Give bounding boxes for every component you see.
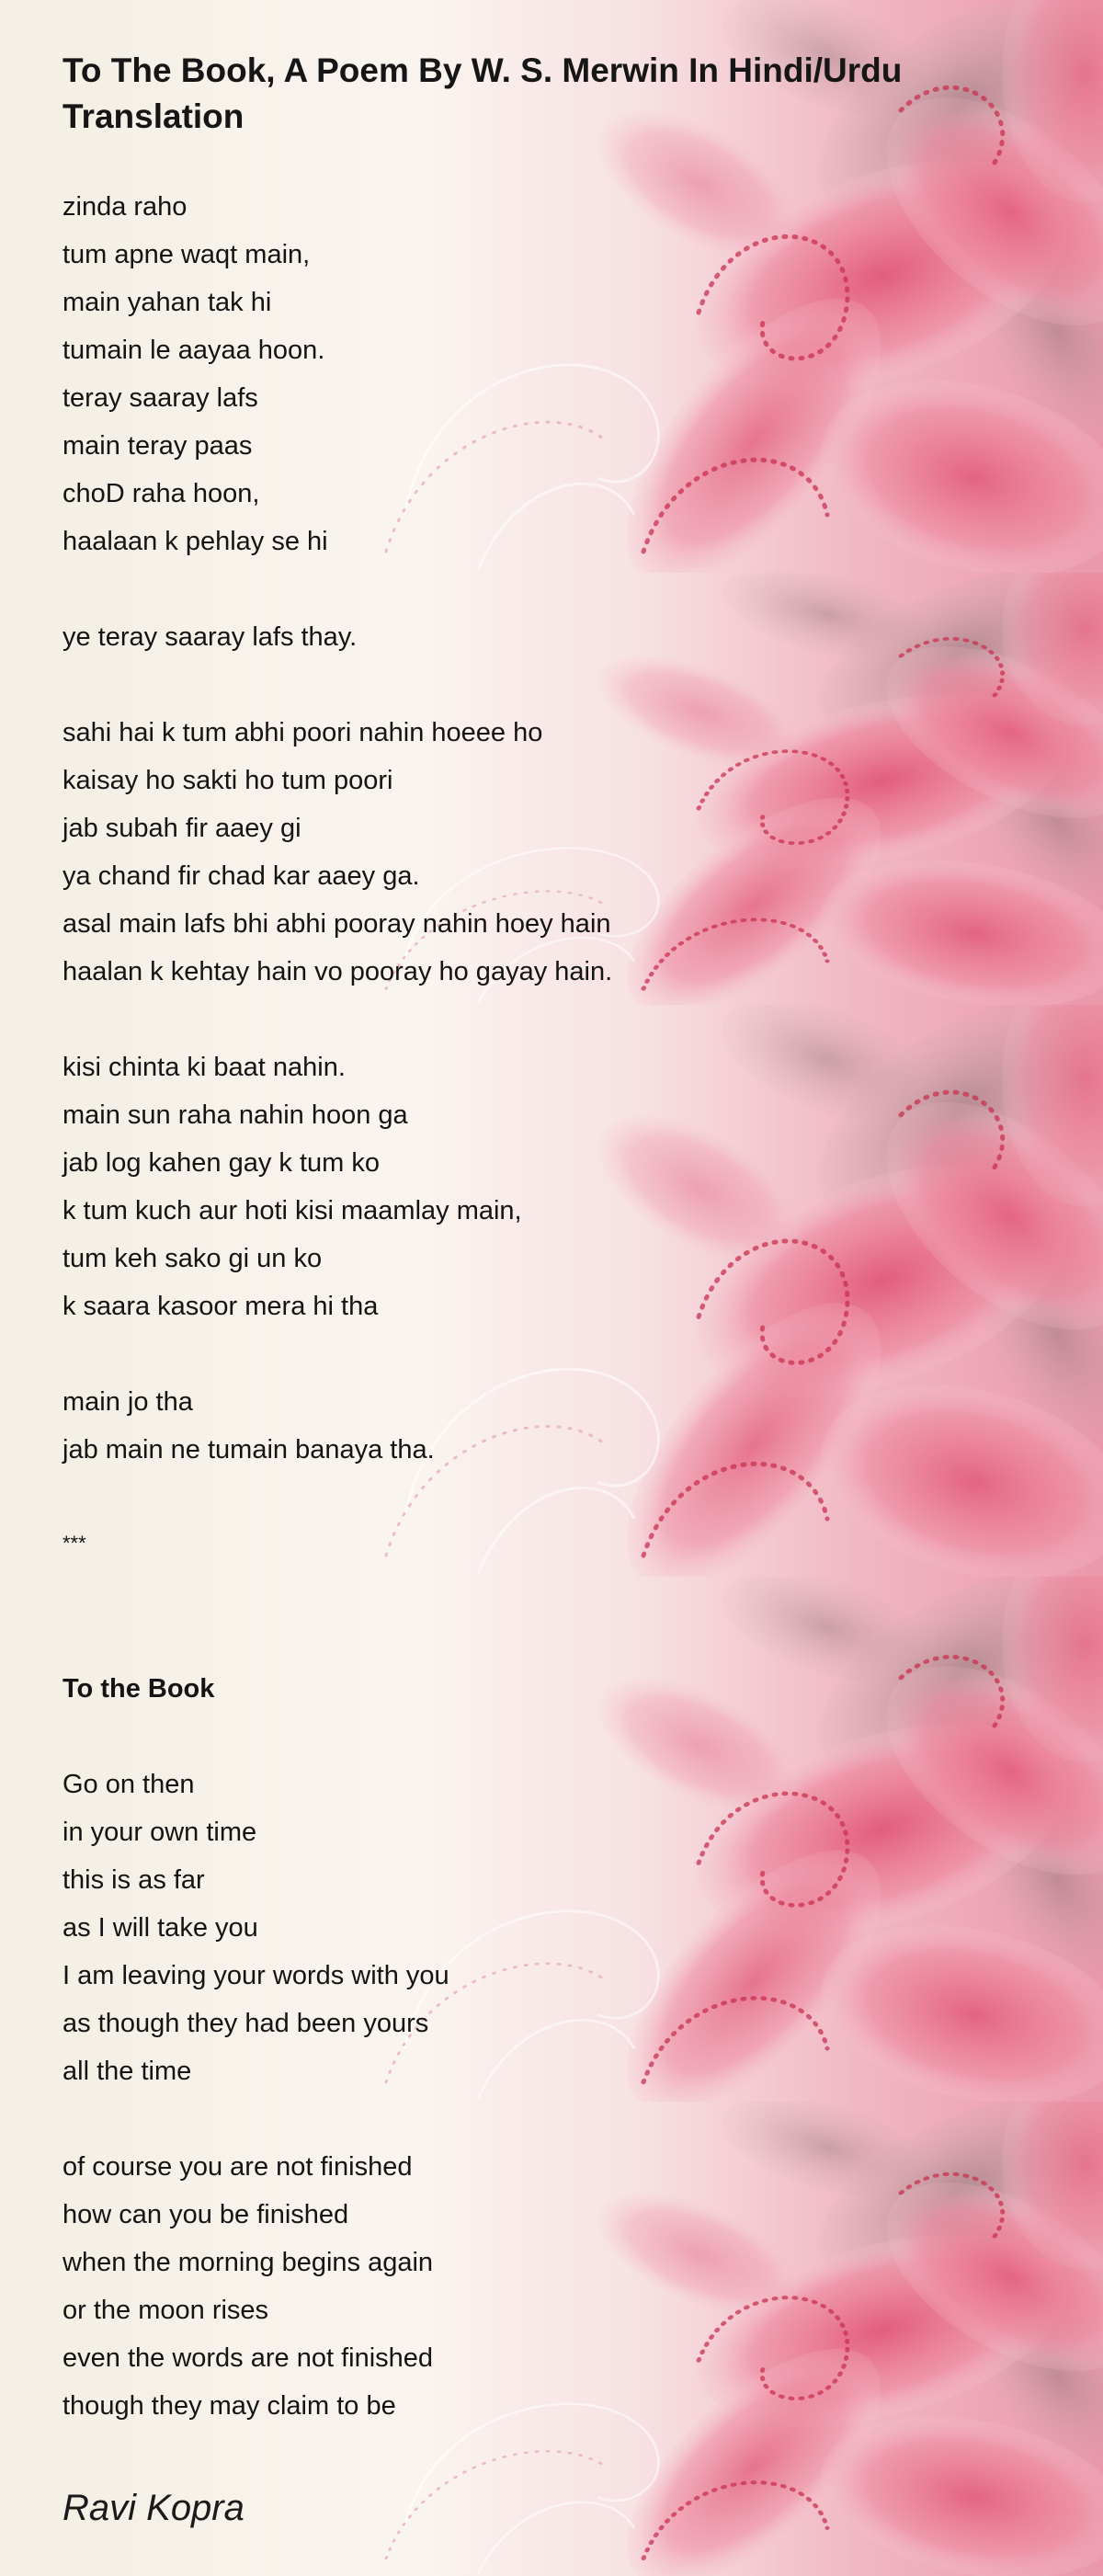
poem-line: main sun raha nahin hoon ga	[63, 1100, 408, 1130]
poem-line: main yahan tak hi	[63, 288, 272, 317]
poem-line: k tum kuch aur hoti kisi maamlay main,	[63, 1196, 522, 1225]
poem-line: jab log kahen gay k tum ko	[63, 1148, 380, 1178]
author-signature: Ravi Kopra	[63, 2488, 244, 2528]
poem-line: zinda raho	[63, 192, 188, 222]
poem-line: sahi hai k tum abhi poori nahin hoeee ho	[63, 718, 543, 747]
poem-line: of course you are not finished	[63, 2152, 413, 2182]
poem-line: in your own time	[63, 1818, 257, 1847]
poem-line: Go on then	[63, 1770, 195, 1799]
poem-line: tum keh sako gi un ko	[63, 1244, 323, 1273]
poem-line: haalan k kehtay hain vo pooray ho gayay hain.	[63, 957, 613, 986]
poem-line: k saara kasoor mera hi tha	[63, 1292, 379, 1321]
poem-line: kaisay ho sakti ho tum poori	[63, 766, 393, 795]
poem-line: teray saaray lafs	[63, 383, 258, 413]
poem-line: all the time	[63, 2057, 192, 2086]
poem-line: even the words are not finished	[63, 2343, 434, 2373]
poem-line: tum apne waqt main,	[63, 240, 311, 269]
poem-line: how can you be finished	[63, 2200, 349, 2229]
poem-line: I am leaving your words with you	[63, 1961, 449, 1990]
poem-line: haalaan k pehlay se hi	[63, 527, 328, 556]
poem-line: ya chand fir chad kar aaey ga.	[63, 861, 420, 891]
poem-line: jab subah fir aaey gi	[63, 814, 301, 843]
page-title: To The Book, A Poem By W. S. Merwin In Hindi/Urdu Translation	[63, 51, 903, 135]
poem-line: or the moon rises	[63, 2296, 269, 2325]
poem-line: choD raha hoon,	[63, 479, 260, 508]
poem-line: jab main ne tumain banaya tha.	[63, 1435, 435, 1465]
poem-line: main jo tha	[63, 1387, 193, 1417]
poem-line: asal main lafs bhi abhi pooray nahin hoey hain	[63, 909, 611, 939]
poem-line: when the morning begins again	[63, 2248, 434, 2277]
poem-line: kisi chinta ki baat nahin.	[63, 1053, 346, 1082]
poem-subtitle: To the Book	[63, 1674, 215, 1704]
poem-line: as I will take you	[63, 1913, 258, 1943]
poem-line: this is as far	[63, 1865, 205, 1895]
section-separator: ***	[63, 1532, 86, 1555]
poem-line: though they may claim to be	[63, 2391, 396, 2421]
poem-line: tumain le aayaa hoon.	[63, 336, 325, 365]
poem-line: as though they had been yours	[63, 2009, 429, 2038]
poem-line: main teray paas	[63, 431, 253, 461]
poem-line: ye teray saaray lafs thay.	[63, 622, 358, 652]
